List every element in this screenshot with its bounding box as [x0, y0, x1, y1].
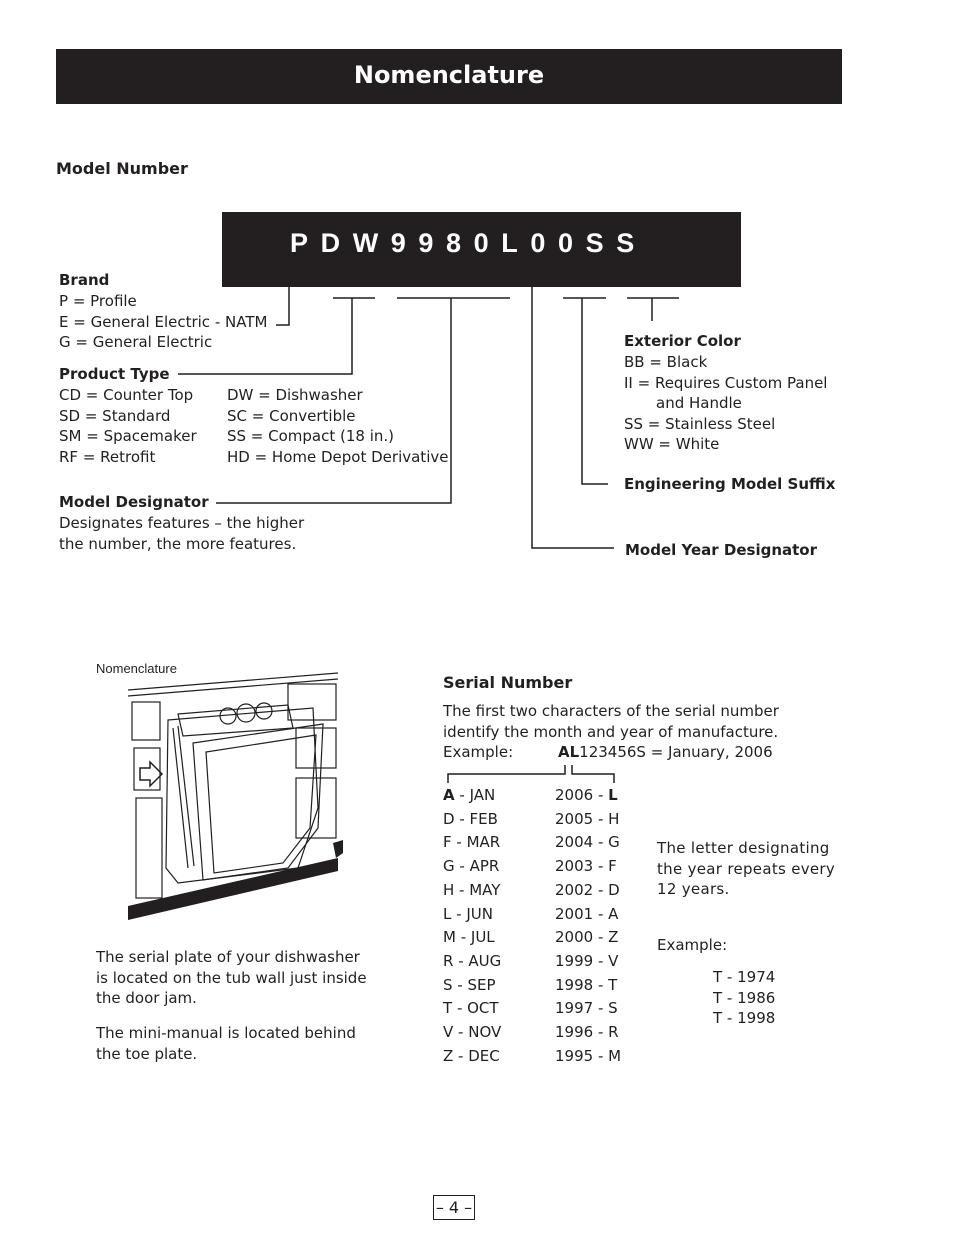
serial-plate-location-text — [96, 947, 367, 1009]
month-code-row: H - MAY — [443, 880, 501, 899]
month-code: T — [443, 999, 453, 1018]
serial-number-heading: Serial Number — [443, 673, 573, 692]
month-code-row: A - JAN — [443, 786, 496, 804]
month-code: Z — [443, 1046, 454, 1065]
serial-example-code: AL — [558, 743, 580, 761]
year-value: 2005 — [555, 809, 594, 828]
product-type-list-right — [227, 385, 448, 467]
serial-number-intro — [443, 701, 779, 742]
month-code: L — [443, 904, 452, 923]
year-repeat-line: The letter designating — [657, 839, 830, 857]
year-code: S — [608, 999, 618, 1018]
exterior-color-item: and Handle — [656, 394, 742, 412]
product-type-item: SC = Convertible — [227, 406, 356, 425]
year-code: M — [608, 1046, 622, 1065]
month-code-row: F - MAR — [443, 833, 501, 852]
month-name: AUG — [468, 951, 502, 970]
year-code: G — [608, 833, 620, 852]
year-code: L — [608, 786, 618, 804]
product-type-item: SM = Spacemaker — [59, 427, 197, 445]
year-repeat-example: T - 1986 — [713, 988, 776, 1007]
month-name: FEB — [469, 809, 498, 828]
brand-heading: Brand — [59, 271, 110, 289]
year-value: 1996 — [555, 1023, 594, 1041]
page-title: Nomenclature — [56, 49, 842, 104]
month-code-row: V - NOV — [443, 1023, 502, 1041]
product-type-heading: Product Type — [59, 365, 170, 383]
year-value: 1999 — [555, 951, 594, 970]
year-repeat-note — [657, 838, 835, 900]
year-value: 1998 — [555, 975, 594, 994]
month-code: D — [443, 809, 455, 828]
product-type-item: CD = Counter Top — [59, 386, 194, 404]
month-code-row: T - OCT — [443, 999, 499, 1018]
year-code: A — [608, 904, 619, 923]
exterior-color-item: BB = Black — [624, 353, 708, 371]
year-code: T — [608, 975, 618, 994]
month-code-row: D - FEB — [443, 809, 498, 828]
year-code-row: 1999 - V — [555, 951, 619, 970]
year-code: F — [608, 857, 617, 876]
exterior-color-heading: Exterior Color — [624, 332, 741, 350]
year-repeat-example: T - 1998 — [713, 1009, 776, 1027]
year-repeat-line: 12 years. — [657, 880, 730, 898]
month-code: G — [443, 857, 455, 876]
brand-item: G = General Electric — [59, 333, 213, 351]
year-value: 2001 — [555, 904, 594, 923]
month-name: SEP — [467, 975, 496, 994]
month-code: V — [443, 1023, 454, 1041]
year-code-row: 2005 - H — [555, 809, 620, 828]
month-code-row: M - JUL — [443, 928, 495, 947]
month-code-row: S - SEP — [443, 975, 496, 994]
exterior-color-item: II = Requires Custom Panel — [624, 373, 828, 392]
brand-item: E = General Electric - NATM — [59, 312, 268, 331]
year-code-row: 1996 - R — [555, 1023, 619, 1041]
year-code-row: 1998 - T — [555, 975, 618, 994]
exterior-color-list — [624, 352, 827, 455]
model-designator-text — [59, 513, 304, 554]
month-code-row: R - AUG — [443, 951, 502, 970]
serial-example-label: Example: — [443, 743, 514, 761]
year-code: Z — [608, 928, 619, 947]
month-code: S — [443, 975, 453, 994]
month-code: F — [443, 833, 452, 852]
serial-example-value — [558, 742, 773, 763]
month-name: OCT — [467, 999, 499, 1018]
year-code-row: 2004 - G — [555, 833, 620, 852]
month-name: APR — [469, 857, 500, 876]
year-code-row: 2003 - F — [555, 857, 617, 876]
year-code-row: 2001 - A — [555, 904, 619, 923]
month-code-row: G - APR — [443, 857, 500, 876]
year-value: 2003 — [555, 857, 594, 876]
year-code-row: 2002 - D — [555, 880, 620, 899]
year-code: V — [608, 951, 619, 970]
dishwasher-illustration — [128, 668, 343, 920]
month-name: NOV — [468, 1023, 502, 1041]
year-repeat-example-label: Example: — [657, 936, 728, 954]
year-repeat-examples — [713, 967, 775, 1029]
month-code-row: L - JUN — [443, 904, 493, 923]
mini-manual-line: the toe plate. — [96, 1044, 198, 1063]
month-name: JUN — [466, 904, 493, 923]
exterior-color-item: WW = White — [624, 435, 720, 453]
month-name: MAY — [469, 880, 501, 899]
year-code-row: 2006 - L — [555, 786, 618, 804]
year-code: R — [608, 1023, 619, 1041]
month-name: MAR — [466, 833, 501, 852]
year-value: 1995 — [555, 1046, 594, 1065]
year-value: 1997 — [555, 999, 594, 1018]
serial-intro-line: The first two characters of the serial number — [443, 702, 779, 720]
engineering-suffix-label: Engineering Model Suffix — [624, 475, 836, 493]
product-type-item: SS = Compact (18 in.) — [227, 427, 395, 445]
month-name: JAN — [469, 786, 496, 804]
year-value: 2000 — [555, 928, 594, 947]
month-code: R — [443, 951, 454, 970]
serial-plate-line: The serial plate of your dishwasher — [96, 948, 360, 966]
model-number-heading: Model Number — [56, 159, 188, 178]
month-code: A — [443, 786, 455, 804]
brand-item: P = Profile — [59, 292, 137, 310]
year-code-row: 1997 - S — [555, 999, 618, 1018]
model-designator-line: the number, the more features. — [59, 534, 297, 553]
year-value: 2004 — [555, 833, 594, 852]
brand-list — [59, 291, 267, 353]
exterior-color-item: SS = Stainless Steel — [624, 414, 776, 433]
month-code: H — [443, 880, 455, 899]
product-type-item: HD = Home Depot Derivative — [227, 447, 449, 466]
year-repeat-line: the year repeats every — [657, 859, 836, 878]
year-code: D — [608, 880, 620, 899]
product-type-list-left — [59, 385, 197, 467]
month-code-row: Z - DEC — [443, 1046, 500, 1065]
serial-plate-line: is located on the tub wall just inside — [96, 968, 367, 987]
month-name: DEC — [468, 1046, 500, 1065]
mini-manual-location-text — [96, 1023, 356, 1064]
year-code: H — [608, 809, 620, 828]
illustration-caption: Nomenclature — [96, 661, 177, 676]
product-type-item: RF = Retrofit — [59, 447, 156, 466]
year-code-row: 1995 - M — [555, 1046, 622, 1065]
product-type-item: DW = Dishwasher — [227, 386, 363, 404]
year-repeat-example: T - 1974 — [713, 968, 776, 986]
month-code: M — [443, 928, 456, 947]
mini-manual-line: The mini-manual is located behind — [96, 1024, 356, 1042]
model-designator-heading: Model Designator — [59, 493, 209, 511]
product-type-item: SD = Standard — [59, 406, 171, 425]
model-number-example: PDW9980L00SS — [222, 212, 741, 287]
year-value: 2006 — [555, 786, 594, 804]
serial-intro-line: identify the month and year of manufacture. — [443, 722, 779, 741]
month-name: JUL — [470, 928, 495, 947]
year-value: 2002 — [555, 880, 594, 899]
model-designator-line: Designates features – the higher — [59, 514, 305, 532]
serial-plate-line: the door jam. — [96, 989, 197, 1007]
serial-example-rest: 123456S = January, 2006 — [579, 743, 773, 761]
model-year-designator-label: Model Year Designator — [625, 541, 818, 559]
year-code-row: 2000 - Z — [555, 928, 619, 947]
page-number: – 4 – — [433, 1195, 475, 1220]
